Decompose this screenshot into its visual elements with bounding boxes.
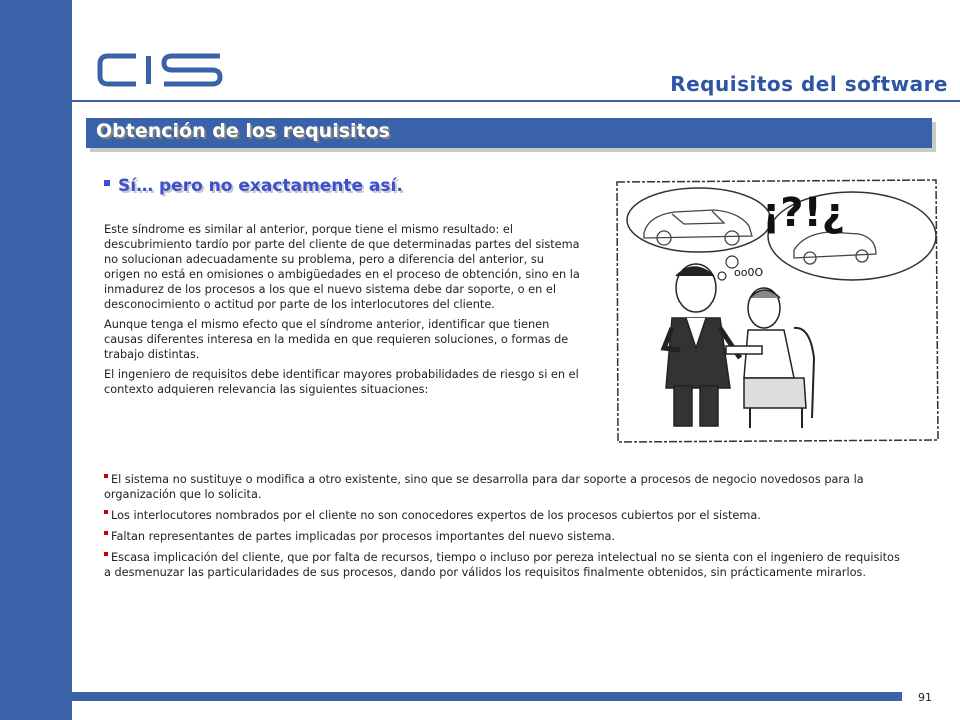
body-text [104,222,582,402]
bullet-square-icon [104,531,108,535]
bullet-square-icon [104,510,108,514]
cartoon-illustration [614,178,940,444]
list-item: Los interlocutores nombrados por el cliente no son conocedores expertos de los procesos cubiertos por el sistema. [104,508,904,523]
paragraph: Este síndrome es similar al anterior, porque tiene el mismo resultado: el descubrimiento tardío por parte del cliente de que determinadas partes del sistema no solucionan adecuadamente su problema, pero a diferencia del anterior, su origen no está en omisiones o ambigüedades en el proceso de obtención, sino en la inmadurez de los procesos a los que el nuevo sistema debe dar soporte, o en el desconocimiento o actitud por parte de los interlocutores del cliente. [104,223,580,311]
header-title: Requisitos del software [670,72,948,96]
sub-heading [104,176,604,196]
bullet-square-icon [104,474,108,478]
section-bar [86,118,932,148]
cis-logo [96,50,226,90]
situations-list [104,472,904,586]
thought-bubble [627,188,771,252]
confusion-symbols: ¡?!¿ [762,190,845,236]
list-item: Faltan representantes de partes implicadas por procesos importantes del nuevo sistema. [104,529,904,544]
bullet-square-icon [104,180,110,186]
footer-rule [72,692,902,701]
paragraph: El ingeniero de requisitos debe identificar mayores probabilidades de riesgo si en el contexto adquieren relevancia las siguientes situaciones: [104,368,579,396]
page-number: 91 [918,691,932,704]
list-item: Escasa implicación del cliente, que por falta de recursos, tiempo o incluso por pereza intelectual no se sienta con el ingeniero de requisitos a desmenuzar las particularidades de sus procesos, dando por válidos los requisitos finalmente obtenidos, sin prácticamente mirarlos. [104,551,900,579]
sound-text: oo0O [734,266,764,279]
left-brand-bar [0,0,72,720]
bullet-square-icon [104,552,108,556]
list-item: El sistema no sustituye o modifica a otro existente, sino que se desarrolla para dar soporte a procesos de negocio novedosos para la organización que lo solicita. [104,473,864,501]
section-title: Obtención de los requisitos [96,120,390,142]
sub-heading-text: Sí… pero no exactamente así. [118,176,403,196]
header-rule [72,100,960,102]
paragraph: Aunque tenga el mismo efecto que el síndrome anterior, identificar que tienen causas diferentes interesa en la medida en que requieren soluciones, o formas de trabajo distintas. [104,318,569,361]
standing-man-figure [664,264,740,426]
